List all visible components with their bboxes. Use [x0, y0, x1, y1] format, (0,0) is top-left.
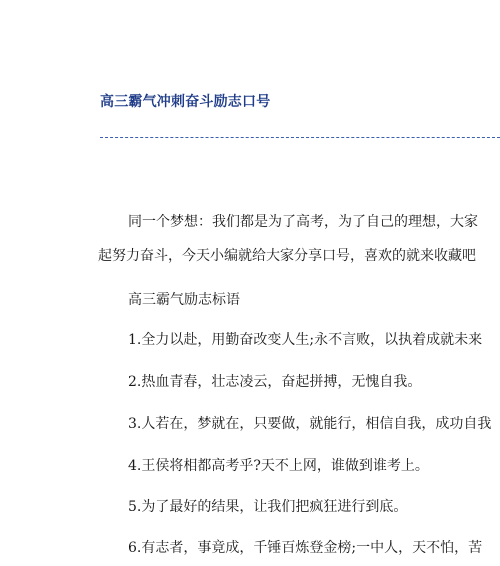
section-heading: 高三霸气励志标语	[128, 292, 240, 308]
list-item: 5.为了最好的结果，让我们把疯狂进行到底。	[128, 499, 408, 515]
title-dashed-divider	[100, 137, 500, 138]
intro-line-1: 同一个梦想：我们都是为了高考，为了自己的理想，大家	[128, 214, 478, 230]
list-item: 4.王侯将相都高考乎?天不上网，谁做到谁考上。	[128, 458, 429, 474]
intro-line-2: 起努力奋斗，今天小编就给大家分享口号，喜欢的就来收藏吧	[98, 248, 476, 264]
list-item: 3.人若在，梦就在，只要做，就能行，相信自我，成功自我	[128, 416, 492, 432]
document-title: 高三霸气冲刺奋斗励志口号	[100, 94, 271, 110]
list-item: 6.有志者，事竟成，千锤百炼登金榜;一中人，天不怕，苦	[128, 540, 483, 556]
list-item: 1.全力以赴，用勤奋改变人生;永不言败，以执着成就未来	[128, 332, 483, 348]
list-item: 2.热血青春，壮志凌云，奋起拼搏，无愧自我。	[128, 374, 422, 390]
